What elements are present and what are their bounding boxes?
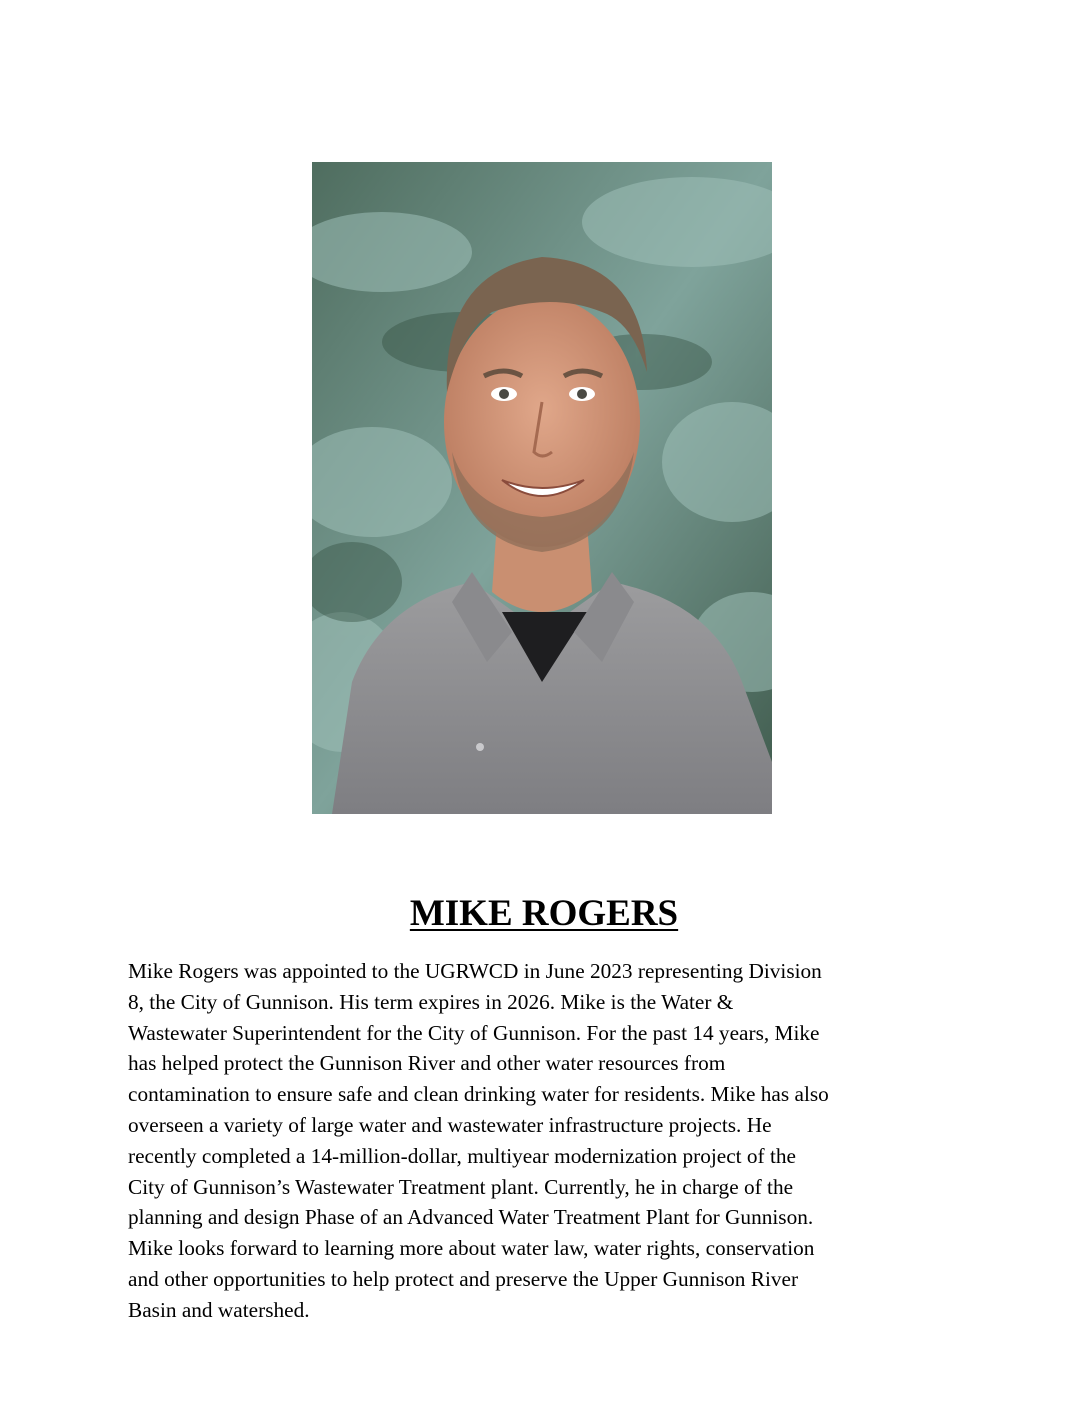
portrait-illustration [312, 162, 772, 814]
biography-paragraph [128, 956, 960, 1326]
person-name-heading: MIKE ROGERS [409, 893, 679, 934]
bio-line: recently completed a 14-million-dollar, multiyear modernization project of the [128, 1143, 796, 1168]
bio-line: 8, the City of Gunnison. His term expires in 2026. Mike is the Water & [128, 989, 734, 1014]
portrait-photo [312, 162, 772, 814]
bio-line: Mike looks forward to learning more about water law, water rights, conservation [128, 1236, 815, 1261]
bio-line: Wastewater Superintendent for the City of Gunnison. For the past 14 years, Mike [128, 1020, 820, 1045]
bio-line: Basin and watershed. [128, 1297, 310, 1322]
bio-line: planning and design Phase of an Advanced Water Treatment Plant for Gunnison. [128, 1205, 814, 1230]
bio-line: overseen a variety of large water and wastewater infrastructure projects. He [128, 1112, 772, 1137]
bio-line: Mike Rogers was appointed to the UGRWCD in June 2023 representing Division [128, 959, 822, 983]
bio-line: has helped protect the Gunnison River and other water resources from [128, 1051, 726, 1076]
bio-line: City of Gunnison’s Wastewater Treatment plant. Currently, he in charge of the [128, 1174, 794, 1199]
bio-line: contamination to ensure safe and clean drinking water for residents. Mike has also [128, 1082, 829, 1107]
bio-line: and other opportunities to help protect and preserve the Upper Gunnison River [128, 1266, 799, 1291]
